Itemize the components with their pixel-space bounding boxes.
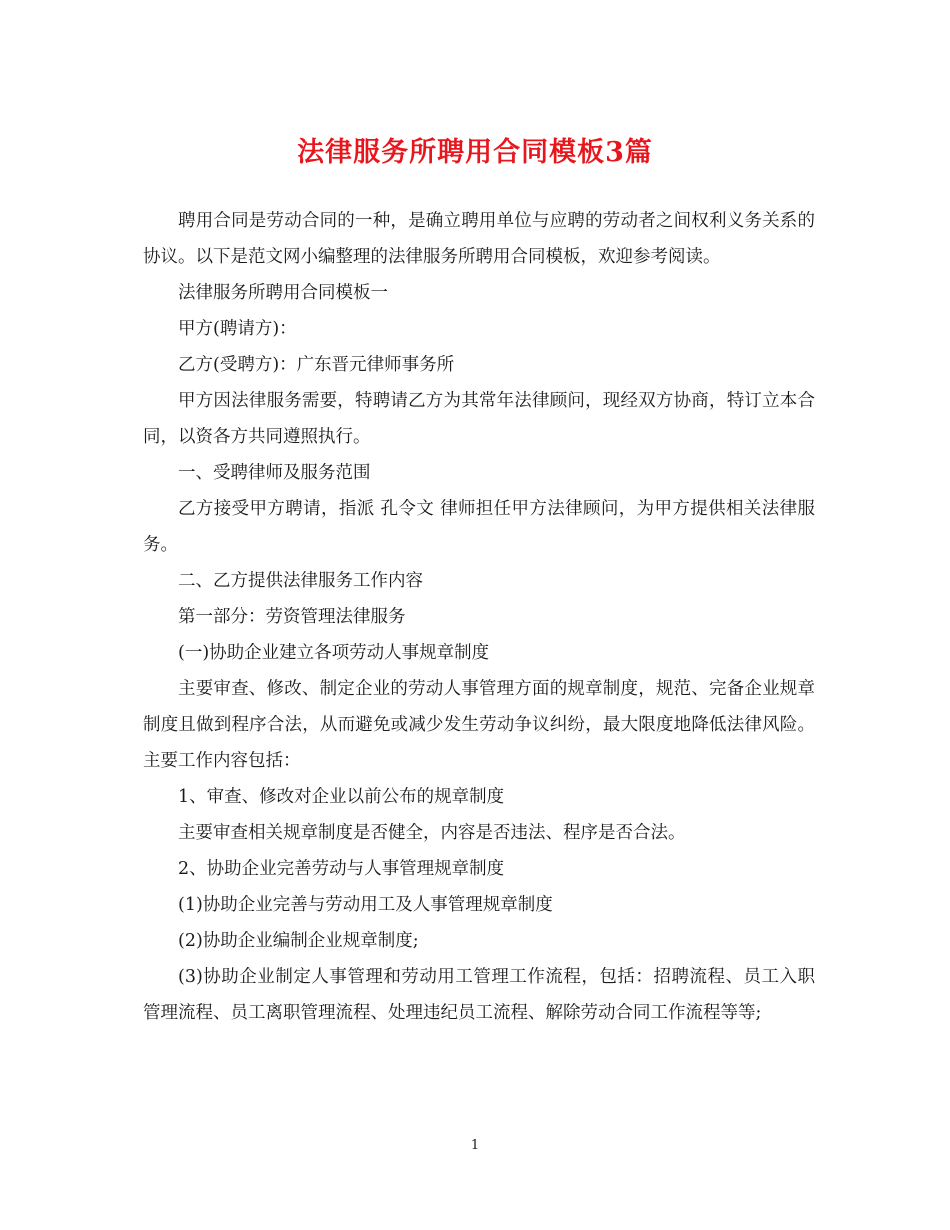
paragraph-review-desc: 主要审查相关规章制度是否健全，内容是否违法、程序是否合法。 [178,823,686,843]
paragraph-improve-1: (1)协助企业完善与劳动用工及人事管理规章制度 [178,895,553,915]
paragraph-part-1: 第一部分：劳资管理法律服务 [178,607,406,627]
document-body [143,203,815,1031]
paragraph-improve-3: (3)协助企业制定人事管理和劳动用工管理工作流程，包括：招聘流程、员工入职管理流程、员工离职管理流程、处理违纪员工流程、解除劳动合同工作流程等等; [143,967,815,1023]
paragraph-improve: 2、协助企业完善劳动与人事管理规章制度 [178,859,505,879]
paragraph-intro: 聘用合同是劳动合同的一种，是确立聘用单位与应聘的劳动者之间权利义务关系的协议。以下是范文网小编整理的法律服务所聘用合同模板，欢迎参考阅读。 [143,211,815,267]
page-number: 1 [470,1138,480,1153]
paragraph-item-1: (一)协助企业建立各项劳动人事规章制度 [178,643,490,663]
paragraph-template-heading: 法律服务所聘用合同模板一 [178,283,388,303]
paragraph-item-1-desc: 主要审查、修改、制定企业的劳动人事管理方面的规章制度，规范、完备企业规章制度且做到程序合法，从而避免或减少发生劳动争议纠纷，最大限度地降低法律风险。主要工作内容包括： [143,679,815,771]
paragraph-section-2: 二、乙方提供法律服务工作内容 [178,571,423,591]
document-title: 法律服务所聘用合同模板3篇 [297,137,653,168]
paragraph-party-b: 乙方(受聘方)：广东晋元律师事务所 [178,355,455,375]
paragraph-improve-2: (2)协助企业编制企业规章制度; [178,931,419,951]
paragraph-party-a: 甲方(聘请方)： [178,319,297,339]
paragraph-section-1: 一、受聘律师及服务范围 [178,463,371,483]
paragraph-review: 1、审查、修改对企业以前公布的规章制度 [178,787,505,807]
paragraph-purpose: 甲方因法律服务需要，特聘请乙方为其常年法律顾问，现经双方协商，特订立本合同，以资各方共同遵照执行。 [143,391,815,447]
paragraph-appointment: 乙方接受甲方聘请，指派 孔令文 律师担任甲方法律顾问，为甲方提供相关法律服务。 [143,499,815,555]
